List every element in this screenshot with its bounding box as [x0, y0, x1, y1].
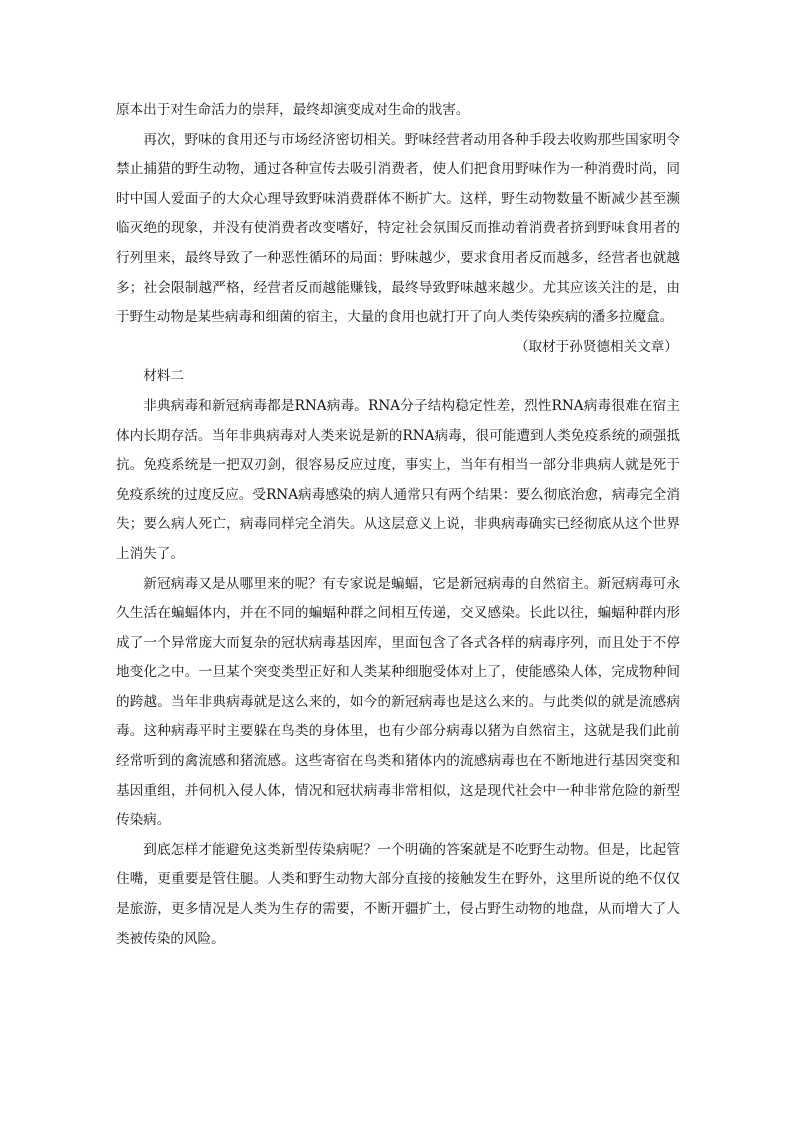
document-page	[116, 96, 680, 954]
paragraph-continuation: 原本出于对生命活力的崇拜，最终却演变成对生命的戕害。	[116, 102, 470, 118]
paragraph-prevention: 到底怎样才能避免这类新型传染病呢？一个明确的答案就是不吃野生动物。但是，比起管住嘴，更重要是管住腿。人类和野生动物大部分直接的接触发生在野外，这里所说的绝不仅仅是旅游，更多情况是人类为生存的需要，不断开疆扩土，侵占野生动物的地盘，从而增大了人类被传染的风险。	[116, 841, 680, 947]
paragraph-rna-virus: 非典病毒和新冠病毒都是RNA病毒。RNA分子结构稳定性差，烈性RNA病毒很难在宿主体内长期存活。当年非典病毒对人类来说是新的RNA病毒，很可能遭到人类免疫系统的顽强抵抗。免疫系统是一把双刃剑，很容易反应过度，事实上，当年有相当一部分非典病人就是死于免疫系统的过度反应。受RNA病毒感染的病人通常只有两个结果：要么彻底治愈，病毒完全消失；要么病人死亡，病毒同样完全消失。从这层意义上说，非典病毒确实已经彻底从这个世界上消失了。	[116, 397, 680, 562]
source-citation: （取材于孙贤德相关文章）	[514, 338, 678, 355]
section-heading-material-two: 材料二	[143, 368, 184, 385]
paragraph-wild-food-market: 再次，野味的食用还与市场经济密切相关。野味经营者动用各种手段去收购那些国家明令禁止捕猎的野生动物，通过各种宣传去吸引消费者，使人们把食用野味作为一种消费时尚，同时中国人爱面子的大众心理导致野味消费群体不断扩大。这样，野生动物数量不断减少甚至濒临灭绝的现象，并没有使消费者改变嗜好，特定社会氛围反而推动着消费者挤到野味食用者的行列里来，最终导致了一种恶性循环的局面：野味越少，要求食用者反而越多，经营者也就越多；社会限制越严格，经营者反而越能赚钱，最终导致野味越来越少。尤其应该关注的是，由于野生动物是某些病毒和细菌的宿主，大量的食用也就打开了向人类传染疾病的潘多拉魔盒。	[116, 131, 680, 326]
paragraph-covid-origin: 新冠病毒又是从哪里来的呢？有专家说是蝙蝠，它是新冠病毒的自然宿主。新冠病毒可永久生活在蝙蝠体内，并在不同的蝙蝠种群之间相互传递，交叉感染。长此以往，蝙蝠种群内形成了一个异常庞大而复杂的冠状病毒基因库，里面包含了各式各样的病毒序列，而且处于不停地变化之中。一旦某个突变类型正好和人类某种细胞受体对上了，使能感染人体，完成物种间的跨越。当年非典病毒就是这么来的，如今的新冠病毒也是这么来的。与此类似的就是流感病毒。这种病毒平时主要躲在鸟类的身体里，也有少部分病毒以猪为自然宿主，这就是我们此前经常听到的禽流感和猪流感。这些寄宿在鸟类和猪体内的流感病毒也在不断地进行基因突变和基因重组，并伺机入侵人体，情况和冠状病毒非常相似，这是现代社会中一种非常危险的新型传染病。	[116, 575, 680, 829]
